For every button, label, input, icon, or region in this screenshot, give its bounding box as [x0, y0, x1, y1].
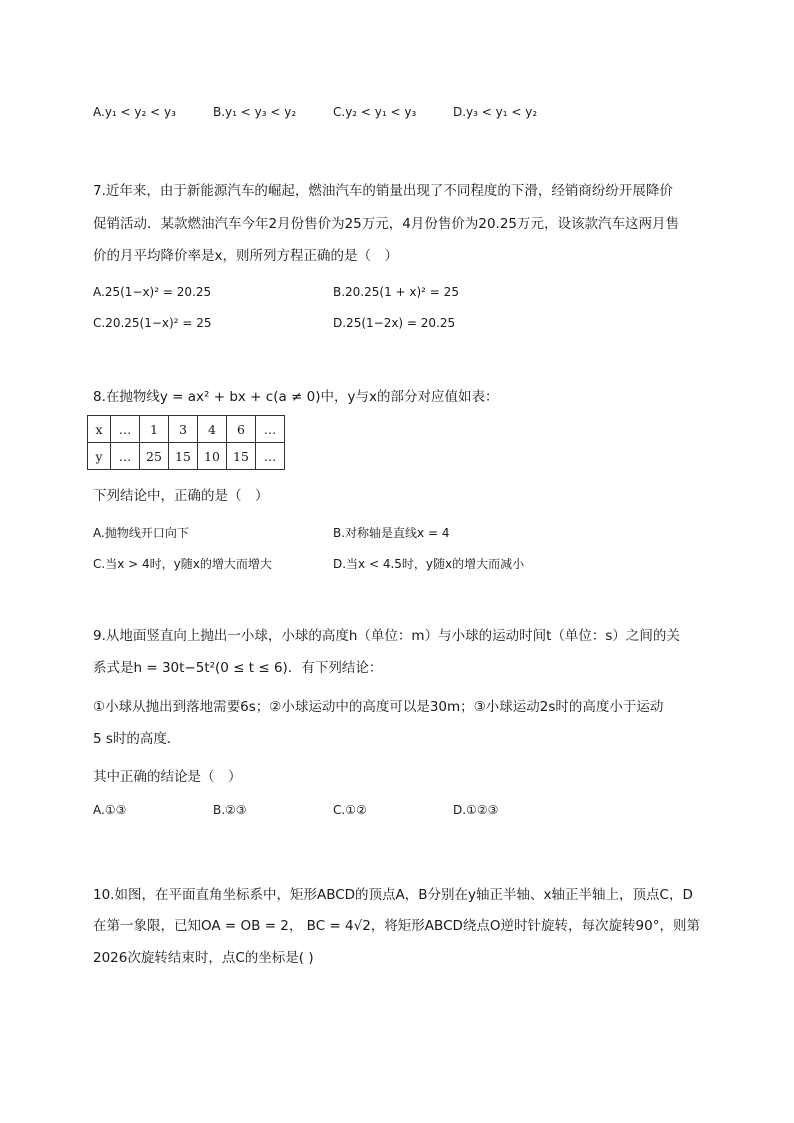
q8-value-table [87, 415, 285, 470]
table-row-y [88, 443, 285, 470]
q8-stem: 8.在抛物线y = ax² + bx + c(a ≠ 0)中，y与x的部分对应值如表： [93, 389, 499, 405]
table-cell: x [88, 416, 111, 443]
q7-stem-line-3: 价的月平均降价率是x，则所列方程正确的是（ ） [93, 248, 398, 264]
table-cell: … [256, 416, 285, 443]
q10-stem-line-1: 10.如图，在平面直角坐标系中，矩形ABCD的顶点A，B分别在y轴正半轴、x轴正半轴上，顶点C，D [93, 887, 693, 903]
q6-option-c: C.y₂ < y₁ < y₃ [333, 105, 417, 119]
q7-stem-line-2: 促销活动．某款燃油汽车今年2月份售价为25万元，4月份售价为20.25万元，设该款汽车这两月售 [93, 216, 680, 232]
table-cell: … [111, 416, 140, 443]
table-cell: … [111, 443, 140, 470]
table-cell: y [88, 443, 111, 470]
q9-stem-line-2: 系式是h = 30t−5t²(0 ≤ t ≤ 6)．有下列结论： [93, 660, 383, 676]
q7-option-d: D.25(1−2x) = 20.25 [333, 316, 456, 330]
table-cell: 15 [227, 443, 256, 470]
q9-option-c: C.①② [333, 803, 367, 817]
q7-option-c: C.20.25(1−x)² = 25 [93, 316, 212, 330]
q8-option-b: B.对称轴是直线x = 4 [333, 526, 450, 540]
q7-option-b: B.20.25(1 + x)² = 25 [333, 285, 459, 299]
table-cell: … [256, 443, 285, 470]
q7-stem-line-1: 7.近年来，由于新能源汽车的崛起，燃油汽车的销量出现了不同程度的下滑，经销商纷纷开展降价 [93, 183, 673, 199]
q9-statements-line-2: 5 s时的高度． [93, 731, 181, 747]
q8-option-a: A.抛物线开口向下 [93, 526, 189, 540]
table-cell: 15 [169, 443, 198, 470]
q6-option-a: A.y₁ < y₂ < y₃ [93, 105, 176, 119]
table-cell: 6 [227, 416, 256, 443]
q7-option-a: A.25(1−x)² = 20.25 [93, 285, 212, 299]
q6-option-b: B.y₁ < y₃ < y₂ [213, 105, 297, 119]
table-cell: 25 [140, 443, 169, 470]
table-cell: 3 [169, 416, 198, 443]
q9-option-b: B.②③ [213, 803, 247, 817]
q9-statements-line-1: ①小球从抛出到落地需要6s；②小球运动中的高度可以是30m；③小球运动2s时的高度小于运动 [93, 699, 664, 715]
q8-question: 下列结论中，正确的是（ ） [93, 488, 269, 504]
q8-option-c: C.当x > 4时，y随x的增大而增大 [93, 557, 272, 571]
table-cell: 4 [198, 416, 227, 443]
q9-option-a: A.①③ [93, 803, 127, 817]
q9-stem-line-1: 9.从地面竖直向上抛出一小球，小球的高度h（单位：m）与小球的运动时间t（单位：s）之间的关 [93, 628, 680, 644]
q9-option-d: D.①②③ [453, 803, 499, 817]
table-cell: 1 [140, 416, 169, 443]
q8-option-d: D.当x < 4.5时，y随x的增大而减小 [333, 557, 525, 571]
q10-stem-line-2: 在第一象限，已知OA = OB = 2， BC = 4√2，将矩形ABCD绕点O逆时针旋转，每次旋转90°，则第 [93, 918, 700, 934]
q6-option-d: D.y₃ < y₁ < y₂ [453, 105, 538, 119]
table-row-x [88, 416, 285, 443]
q10-stem-line-3: 2026次旋转结束时，点C的坐标是( ) [93, 950, 314, 966]
table-cell: 10 [198, 443, 227, 470]
q9-question: 其中正确的结论是（ ） [93, 769, 242, 785]
